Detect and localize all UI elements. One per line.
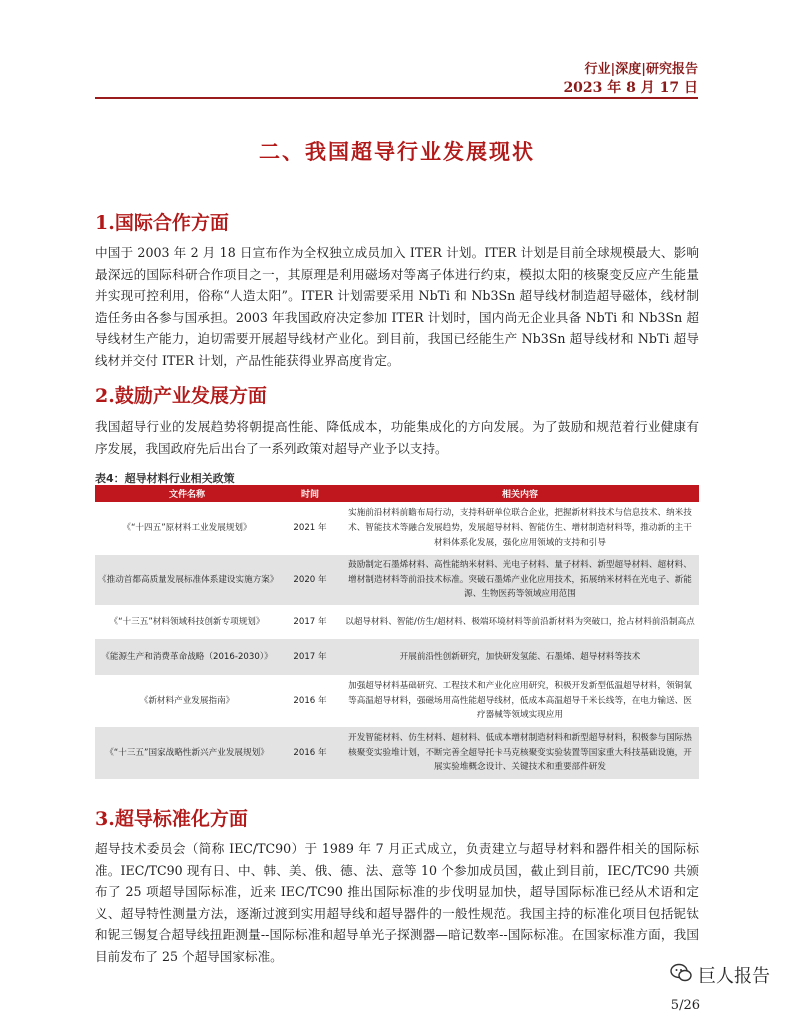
table-row: [95, 675, 699, 727]
policy-name: 《“十三五”国家战略性新兴产业发展规划》: [95, 727, 279, 779]
policy-year: 2016 年: [279, 727, 341, 779]
policy-content: 开发智能材料、仿生材料、超材料、低成本增材制造材料和新型超导材料，积极参与国际热核聚变实验堆计划，不断完善全超导托卡马克核聚变实验装置等国家重大科技基础设施，开展实验堆概念设计、关键技术和重要部件研发: [341, 727, 699, 779]
policy-year: 2020 年: [279, 555, 341, 605]
chapter-title: 二、我国超导行业发展现状: [259, 139, 535, 164]
policy-content: 实施前沿材料前瞻布局行动，支持科研单位联合企业，把握新材料技术与信息技术、纳米技术、智能技术等融合发展趋势，发展超导材料、智能仿生、增材制造材料等，推动新的主干材料体系化发展，强化应用领域的支持和引导: [348, 508, 692, 548]
table-caption: 表4：超导材料行业相关政策: [95, 472, 235, 485]
header-divider: [95, 97, 698, 99]
wechat-watermark: [670, 962, 770, 988]
section-text-industry: 我国超导行业的发展趋势将朝提高性能、降低成本，功能集成化的方向发展。为了鼓励和规范着行业健康有序发展，我国政府先后出台了一系列政策对超导产业予以支持。: [95, 419, 699, 456]
table-row: [95, 605, 699, 639]
table-row: [95, 727, 699, 779]
section-text-standards: 超导技术委员会（简称 IEC/TC90）于 1989 年 7 月正式成立，负责建立与超导材料和器件相关的国际标准。IEC/TC90 现有日、中、韩、美、俄、德、法、意等 10 个参加成员国，截止到目前，IEC/TC90 共颁布了 25 项超导国际标准，近来 IEC/TC90 推出国际标准的步伐明显加快，超导国际标准已经从术语和定义、超导特性测量方法，逐渐过渡到实用超导线和超导器件的一般性规范。我国主持的标准化项目包括铌钛和铌三锡复合超导线扭距测量--国际标准和超导单光子探测器—暗记数率--国际标准。在国家标准方面，我国目前发布了 25 个超导国家标准。: [95, 841, 699, 964]
table-row: [95, 555, 699, 605]
report-category: 行业|深度|研究报告: [584, 62, 698, 77]
page-number: 5/26: [670, 998, 700, 1013]
table-header: 文件名称: [95, 485, 279, 502]
policy-year: 2017 年: [279, 639, 341, 675]
policy-name: 《推动首都高质量发展标准体系建设实施方案》: [95, 555, 279, 605]
policy-name: 《“十三五”材料领域科技创新专项规划》: [109, 616, 265, 627]
report-date: 2023 年 8 月 17 日: [563, 80, 698, 96]
table-header-row: [95, 485, 699, 502]
policy-year: 2016 年: [293, 695, 327, 706]
section-title-international: 1.国际合作方面: [95, 212, 229, 234]
table-row: [95, 502, 699, 555]
table-header: 时间: [279, 485, 341, 502]
policy-year: 2021 年: [293, 523, 327, 534]
watermark-text: 巨人报告: [698, 966, 770, 987]
wechat-icon: [670, 963, 692, 988]
policy-table: [95, 485, 699, 779]
table-row: [95, 639, 699, 675]
policy-name: 《能源生产和消费革命战略（2016-2030）》: [95, 639, 279, 675]
section-title-standards: 3.超导标准化方面: [95, 808, 248, 830]
section-title-industry: 2.鼓励产业发展方面: [95, 385, 267, 407]
table-header: 相关内容: [341, 485, 699, 502]
policy-content: 开展前沿性创新研究，加快研发氢能、石墨烯、超导材料等技术: [341, 639, 699, 675]
policy-content: 加强超导材料基础研究、工程技术和产业化应用研究，积极开发新型低温超导材料，领铜氧等高温超导材料，强磁场用高性能超导线材，低成本高温超导千米长线等，在电力输送、医疗器械等领域实现应用: [348, 680, 692, 721]
policy-year: 2017 年: [293, 616, 327, 627]
policy-name: 《新材料产业发展指南》: [139, 695, 235, 706]
policy-name: 《“十四五”原材料工业发展规划》: [122, 523, 252, 534]
policy-content: 以超导材料、智能/仿生/超材料、极端环境材料等前沿新材料为突破口，抢占材料前沿制高点: [345, 616, 695, 627]
policy-content: 鼓励制定石墨烯材料、高性能纳米材料、光电子材料、量子材料、新型超导材料、超材料、增材制造材料等前沿技术标准。突破石墨烯产业化应用技术，拓展纳米材料在光电子、新能源、生物医药等领域应用范围: [341, 555, 699, 605]
section-text-international: 中国于 2003 年 2 月 18 日宣布作为全权独立成员加入 ITER 计划。ITER 计划是目前全球规模最大、影响最深远的国际科研合作项目之一，其原理是利用磁场对等离子体进行约束，模拟太阳的核聚变反应产生能量并实现可控利用，俗称“人造太阳”。ITER 计划需要采用 NbTi 和 Nb3Sn 超导线材制造超导磁体，线材制造任务由各参与国承担。2003 年我国政府决定参加 ITER 计划时，国内尚无企业具备 NbTi 和 Nb3Sn 超导线材生产能力，迫切需要开展超导线材产业化。到目前，我国已经能生产 Nb3Sn 超导线材和 NbTi 超导线材并交付 ITER 计划，产品性能获得业界高度肯定。: [95, 245, 699, 368]
